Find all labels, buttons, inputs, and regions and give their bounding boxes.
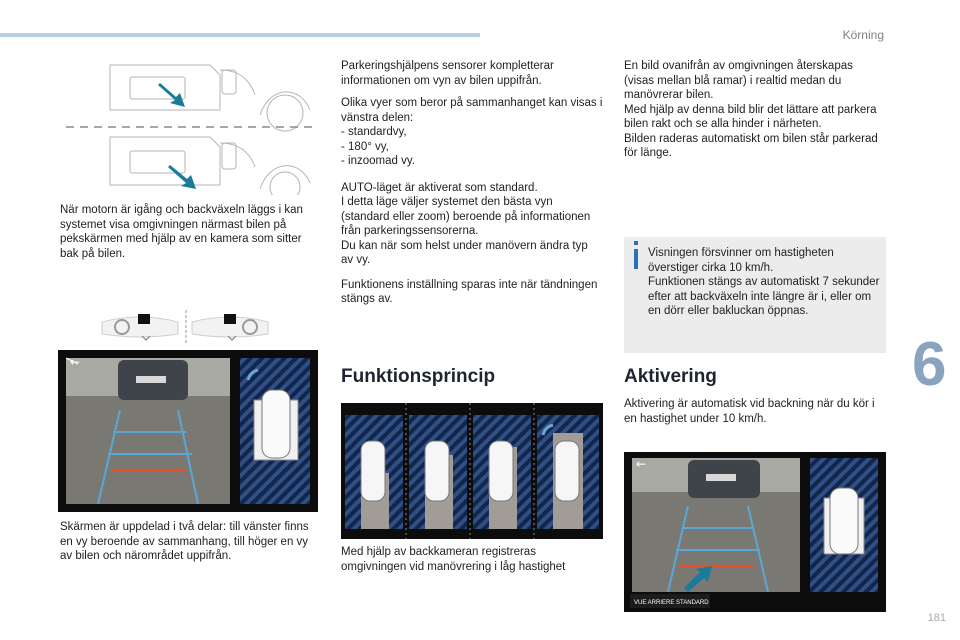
heading-activation: Aktivering (624, 366, 717, 387)
svg-text:←: ← (70, 355, 81, 369)
view-types-list (341, 125, 603, 169)
activation-camera-screen (624, 452, 886, 612)
info-box (624, 237, 886, 353)
heading-function-principle: Funktionsprincip (341, 366, 496, 387)
intro-text: När motorn är igång och backväxeln läggs i kan systemet visa omgivningen närmast bilen på pekskärmen med hjälp av en kamera som sitter bak på bilen. (60, 204, 303, 260)
sensor-info-text: Parkeringshjälpens sensorer kompletterar informationen om vyn av bilen uppifrån. Olika vyer som beror på sammanhanget kan visas i vänstra delen: - standardvy, - 180° vy, - inzoomad vy. AUTO-läget är aktiverat som standard. I detta läge väljer systemet den bästa vyn (standard eller zoom) beroende på informationen från parkeringssensorerna. Du kan när som helst under manövern ändra typ av vy. Funktionens inställning sparas inte när tändningen stängs av. (341, 60, 603, 305)
screen-view-label: VUE ARRIERE STANDARD (634, 600, 709, 606)
view-selector-illustration (100, 308, 270, 346)
screen-description-text: Skärmen är uppdelad i två delar: till vänster finns en vy beroende av sammanhang, till höger en vy av bilen och närområdet uppifrån. (60, 521, 309, 562)
svg-text:←: ← (636, 457, 647, 471)
header-rule (0, 33, 480, 37)
info-icon (634, 241, 638, 245)
top-view-text: En bild ovanifrån av omgivningen återskapas (visas mellan blå ramar) i realtid medan du manövrerar bilen. Med hjälp av denna bild blir det lättare att parkera bilen rakt och se alla hinder i närheten. Bilden raderas automatiskt om bilen står parkerad för länge. (624, 60, 878, 159)
function-caption: Med hjälp av backkameran registreras omgivningen vid manövrering i låg hastighet (341, 546, 566, 573)
top-view-sequence (341, 403, 603, 539)
rear-camera-screen (58, 350, 318, 512)
page-number: 181 (927, 612, 946, 624)
activation-text: Aktivering är automatisk vid backning när du kör i en hastighet under 10 km/h. (624, 398, 875, 425)
camera-location-illustration (60, 55, 318, 195)
chapter-number: 6 (912, 330, 947, 399)
info-icon-bar (634, 249, 638, 269)
section-title: Körning (842, 28, 884, 42)
list-item: - standardvy, (341, 126, 407, 138)
list-item: - inzoomad vy. (341, 155, 415, 167)
list-item: - 180° vy, (341, 140, 389, 153)
info-text: Visningen försvinner om hastigheten överstiger cirka 10 km/h. Funktionen stängs av automatiskt 7 sekunder efter att backväxeln inte längre är i, eller om en dörr eller bakluckan öppnas. (648, 247, 880, 317)
